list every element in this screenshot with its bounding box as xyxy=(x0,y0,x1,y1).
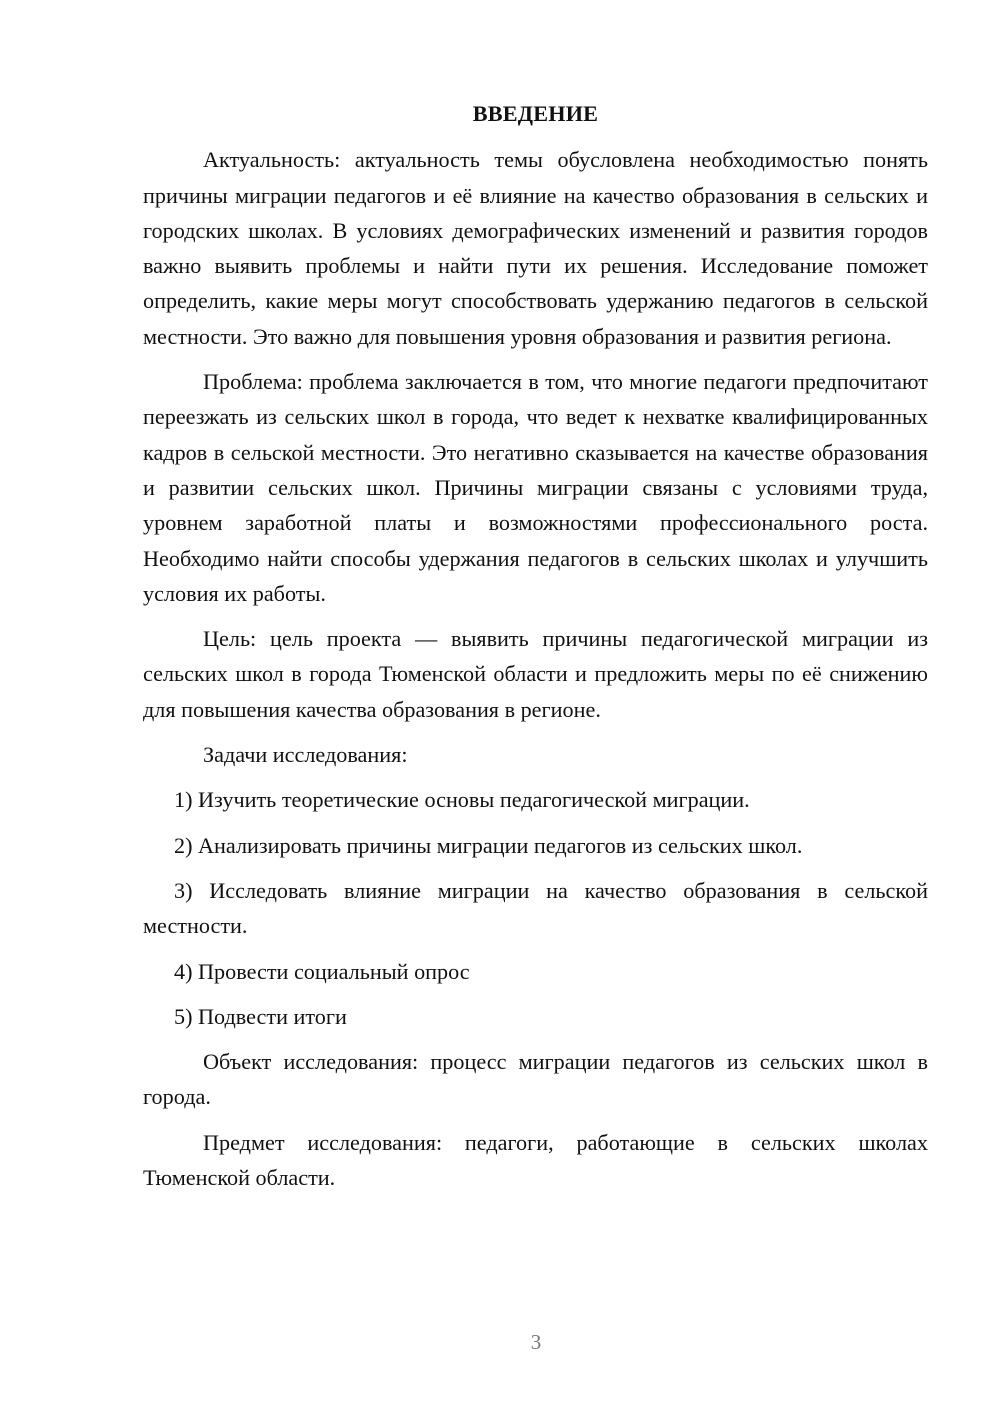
task-item-2: 2) Анализировать причины миграции педагогов из сельских школ. xyxy=(174,832,803,858)
paragraph-goal: Цель: цель проекта — выявить причины педагогической миграции из сельских школ в города Тюменской области и предложить меры по её снижению для повышения качества образования в регионе. xyxy=(143,626,928,722)
paragraph-problem: Проблема: проблема заключается в том, что многие педагоги предпочитают переезжать из сельских школ в города, что ведет к нехватке квалифицированных кадров в сельской местности. Это негативно сказывается на качестве образования и развитии сельских школ. Причины миграции связаны с условиями труда, уровнем заработной платы и возможностями профессионального роста. Необходимо найти способы удержания педагогов в сельских школах и улучшить условия их работы. xyxy=(143,369,928,606)
paragraph-object: Объект исследования: процесс миграции педагогов из сельских школ в города. xyxy=(143,1049,928,1110)
task-item-4: 4) Провести социальный опрос xyxy=(174,958,470,984)
document-page xyxy=(143,96,928,1195)
tasks-heading: Задачи исследования: xyxy=(203,742,408,768)
paragraph-relevance: Актуальность: актуальность темы обусловлена необходимостью понять причины миграции педагогов и её влияние на качество образования в сельских и городских школах. В условиях демографических изменений и развития городов важно выявить проблемы и найти пути их решения. Исследование поможет определить, какие меры могут способствовать удержанию педагогов в сельской местности. Это важно для повышения уровня образования и развития региона. xyxy=(143,147,928,349)
task-item-3: 3) Исследовать влияние миграции на качество образования в сельской местности. xyxy=(143,877,928,939)
task-item-5: 5) Подвести итоги xyxy=(174,1003,347,1029)
task-item-1: 1) Изучить теоретические основы педагогической миграции. xyxy=(174,787,750,813)
paragraph-subject: Предмет исследования: педагоги, работающие в сельских школах Тюменской области. xyxy=(143,1129,928,1191)
page-number: 3 xyxy=(530,1330,542,1354)
section-title: ВВЕДЕНИЕ xyxy=(472,101,599,126)
